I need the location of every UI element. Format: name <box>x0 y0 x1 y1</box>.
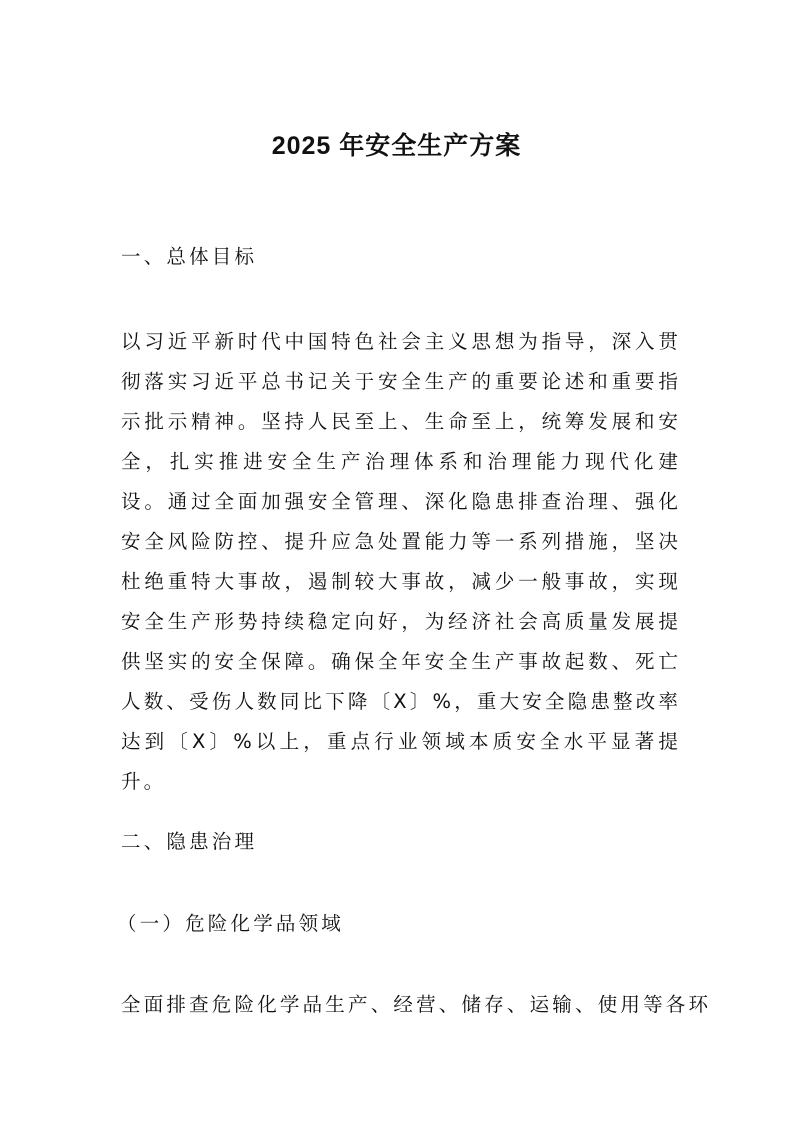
section-heading-hazard-management: 二、隐患治理 <box>121 830 258 853</box>
subsection-heading-hazardous-chemicals: （一）危险化学品领域 <box>117 912 345 935</box>
hazardous-chemicals-paragraph: 全面排查危险化学品生产、经营、储存、运输、使用等各环 <box>121 993 712 1016</box>
document-title: 2025 年安全生产方案 <box>271 132 522 160</box>
section-heading-overall-goals: 一、总体目标 <box>121 245 258 268</box>
overall-goals-paragraph: 以习近平新时代中国特色社会主义思想为指导，深入贯彻落实习近平总书记关于安全生产的重要论述和重要指示批示精神。坚持人民至上、生命至上，统筹发展和安全，扎实推进安全生产治理体系和治理能力现代化建设。通过全面加强安全管理、深化隐患排查治理、强化安全风险防控、提升应急处置能力等一系列措施，坚决杜绝重特大事故，遏制较大事故，减少一般事故，实现安全生产形势持续稳定向好，为经济社会高质量发展提供坚实的安全保障。确保全年安全生产事故起数、死亡人数、受伤人数同比下降〔X〕%，重大安全隐患整改率达到〔X〕%以上，重点行业领域本质安全水平显著提升。 <box>121 330 681 793</box>
